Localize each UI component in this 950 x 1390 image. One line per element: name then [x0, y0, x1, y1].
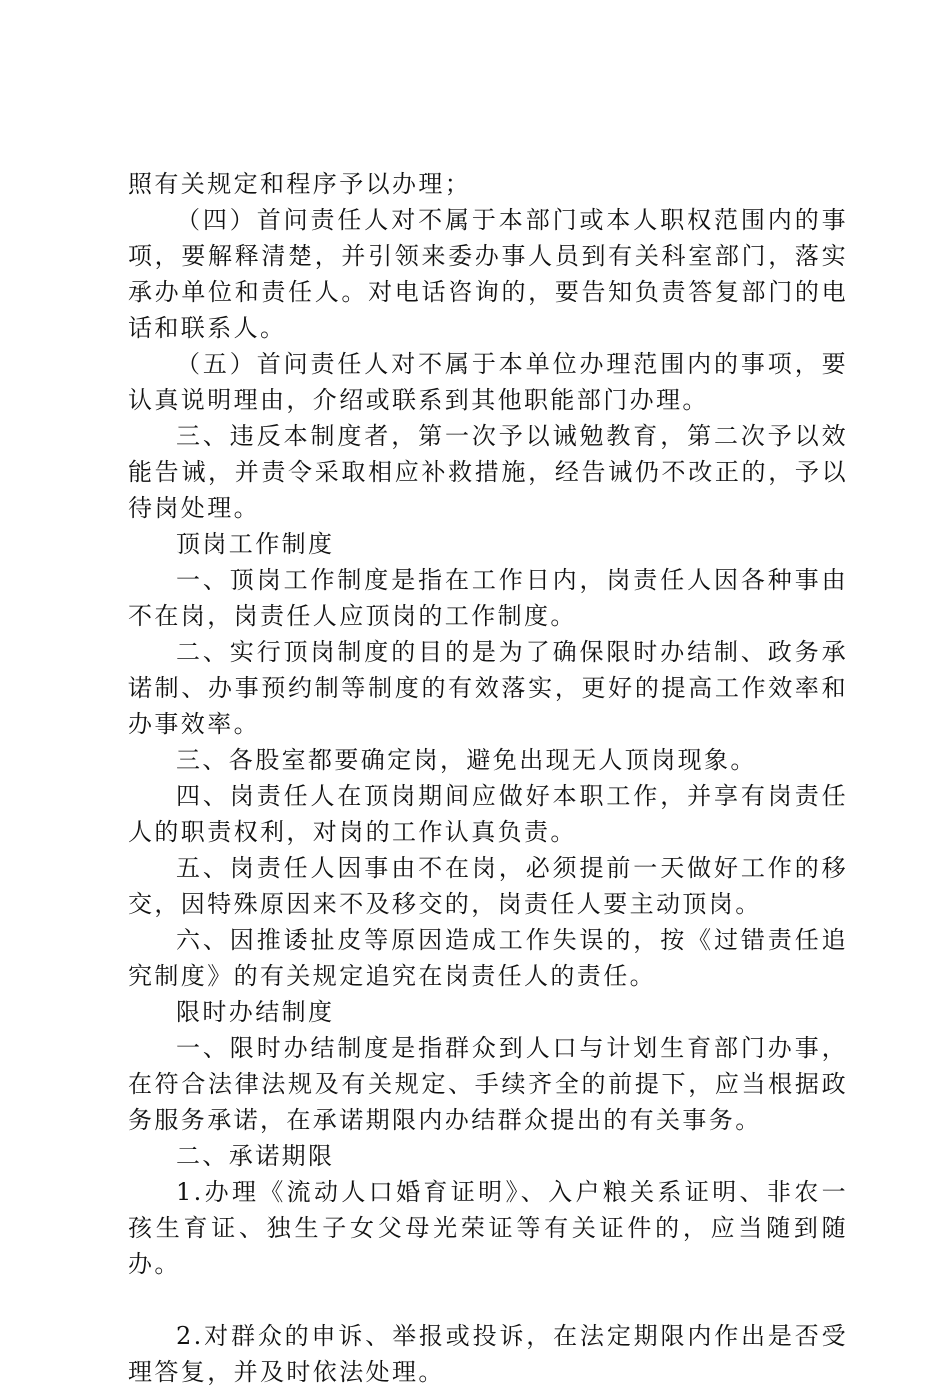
paragraph-substitute-3: 三、各股室都要确定岗，避免出现无人顶岗现象。 [176, 746, 757, 774]
paragraph-substitute-6: 六、因推诿扯皮等原因造成工作失误的，按《过错责任追究制度》的有关规定追究在岗责任人的责任。 [128, 926, 848, 990]
paragraph-substitute-5: 五、岗责任人因事由不在岗，必须提前一天做好工作的移交，因特殊原因来不及移交的，岗责任人要主动顶岗。 [128, 854, 848, 918]
paragraph-item-four: （四）首问责任人对不属于本部门或本人职权范围内的事项，要解释清楚，并引领来委办事人员到有关科室部门，落实承办单位和责任人。对电话咨询的，要告知负责答复部门的电话和联系人。 [128, 206, 848, 342]
document-body [128, 166, 848, 1390]
paragraph-substitute-2: 二、实行顶岗制度的目的是为了确保限时办结制、政务承诺制、办事预约制等制度的有效落实，更好的提高工作效率和办事效率。 [128, 638, 848, 738]
paragraph-time-limit-2: 二、承诺期限 [176, 1142, 335, 1170]
list-item-1: 1.办理《流动人口婚育证明》、入户粮关系证明、非农一孩生育证、独生子女父母光荣证等有关证件的，应当随到随办。 [128, 1178, 848, 1278]
paragraph-violation: 三、违反本制度者，第一次予以诫勉教育，第二次予以效能告诫，并责令采取相应补救措施，经告诫仍不改正的，予以待岗处理。 [128, 422, 848, 522]
paragraph-continuation: 照有关规定和程序予以办理； [128, 170, 472, 198]
paragraph-substitute-4: 四、岗责任人在顶岗期间应做好本职工作，并享有岗责任人的职责权利，对岗的工作认真负责。 [128, 782, 848, 846]
section-heading-substitute-post: 顶岗工作制度 [176, 530, 335, 558]
paragraph-time-limit-1: 一、限时办结制度是指群众到人口与计划生育部门办事，在符合法律法规及有关规定、手续齐全的前提下，应当根据政务服务承诺，在承诺期限内办结群众提出的有关事务。 [128, 1034, 848, 1134]
paragraph-substitute-1: 一、顶岗工作制度是指在工作日内，岗责任人因各种事由不在岗，岗责任人应顶岗的工作制度。 [128, 566, 848, 630]
paragraph-item-five: （五）首问责任人对不属于本单位办理范围内的事项，要认真说明理由，介绍或联系到其他职能部门办理。 [128, 350, 848, 414]
section-heading-time-limit: 限时办结制度 [176, 998, 335, 1026]
list-item-2: 2.对群众的申诉、举报或投诉，在法定期限内作出是否受理答复，并及时依法处理。 [128, 1322, 848, 1386]
